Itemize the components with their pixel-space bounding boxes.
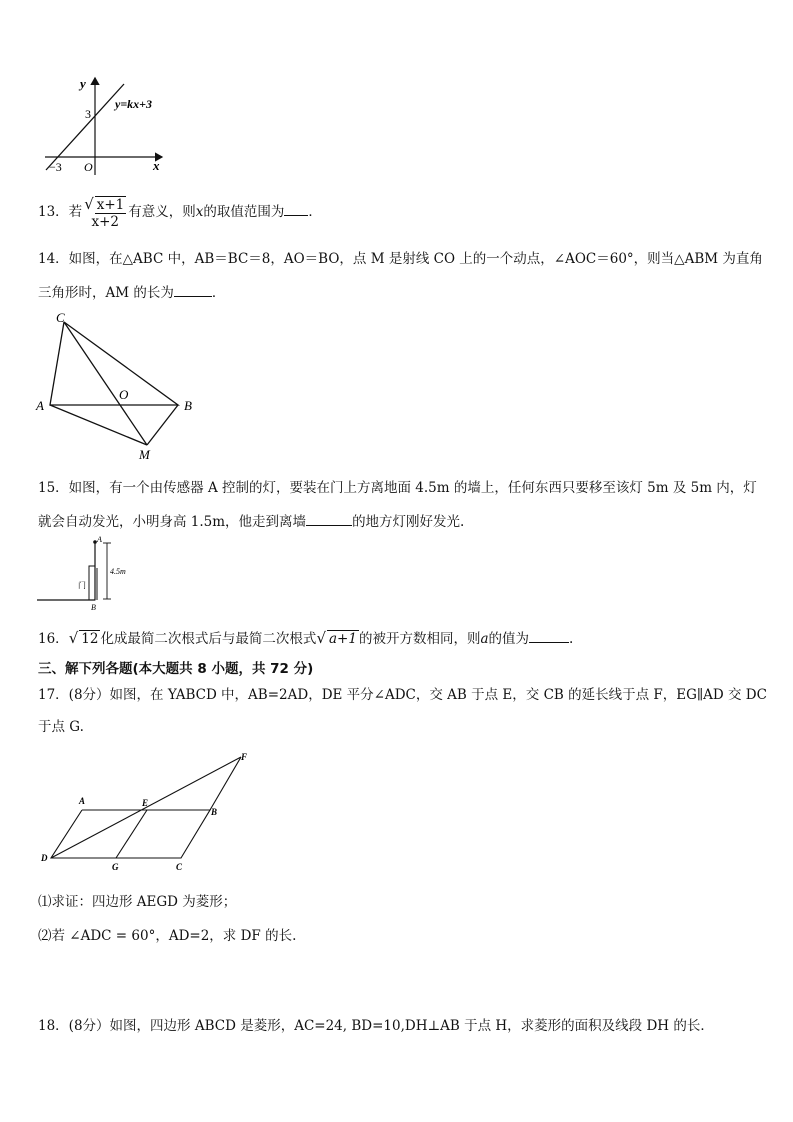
- label-c: C: [56, 310, 65, 325]
- label-c: C: [176, 862, 183, 872]
- question-16: 16．√ 12 化成最简二次根式后与最简二次根式√ a+1 的被开方数相同，则a的值为 .: [38, 629, 574, 647]
- label-b: B: [211, 807, 218, 817]
- label-f: F: [241, 752, 248, 762]
- x-intercept-label: −3: [49, 160, 62, 174]
- label-a: A: [79, 796, 86, 806]
- y-intercept-label: 3: [85, 107, 91, 121]
- origin-label: O: [84, 160, 93, 174]
- sensor-light-figure: [35, 533, 130, 613]
- label-b: B: [91, 603, 96, 612]
- question-13: 13．若 √ x+1 x+2 有意义，则x的取值范围为 ．: [38, 195, 322, 230]
- height-label: 4.5m: [110, 567, 126, 576]
- line-equation-label: y=kx+3: [115, 97, 153, 111]
- question-17-part-1: ⑴求证：四边形 AEGD 为菱形；: [38, 894, 237, 910]
- parallelogram-figure: [35, 748, 265, 878]
- label-m: M: [139, 447, 150, 462]
- door-label: 门: [78, 581, 86, 590]
- question-17-line-1: 17．(8分）如图，在 YABCD 中，AB=2AD，DE 平分∠ADC，交 AB 于点 E，交 CB 的延长线于点 F，EG∥AD 交 DC: [38, 687, 767, 703]
- segment-eg: [116, 810, 147, 858]
- question-18: 18．(8分）如图，四边形 ABCD 是菱形，AC=24, BD=10,DH⊥AB 于点 H，求菱形的面积及线段 DH 的长．: [38, 1018, 714, 1034]
- fraction: √ x+1 x+2: [84, 195, 125, 230]
- parallelogram-abcd: [51, 810, 210, 858]
- segment-bm: [147, 405, 178, 445]
- label-o: O: [119, 387, 129, 402]
- question-17-part-2: ⑵若 ∠ADC = 60°，AD=2，求 DF 的长.: [38, 928, 297, 944]
- segment-cm: [64, 322, 147, 445]
- door: [89, 566, 95, 600]
- question-14-line-1: 14．如图，在△ABC 中，AB＝BC＝8，AO＝BO，点 M 是射线 CO 上的一个动点，∠AOC＝60°，则当△ABM 为直角: [38, 251, 763, 267]
- label-b: B: [184, 398, 192, 413]
- label-e: E: [142, 798, 149, 808]
- answer-blank[interactable]: [284, 201, 308, 216]
- label-d: D: [41, 853, 48, 863]
- question-15-line-1: 15．如图，有一个由传感器 A 控制的灯，要装在门上方离地面 4.5m 的墙上，任何东西只要移至该灯 5m 及 5m 内，灯: [38, 480, 757, 496]
- triangle-abm-figure: [30, 305, 205, 465]
- x-axis-label: x: [153, 158, 160, 173]
- section-3-heading: 三、解下列各题(本大题共 8 小题，共 72 分): [38, 661, 314, 677]
- linear-function-figure: [40, 70, 180, 180]
- question-17-line-2: 于点 G.: [38, 719, 84, 735]
- triangle-abc: [50, 322, 178, 405]
- question-14-line-2: 三角形时，AM 的长为 ．: [38, 282, 225, 302]
- y-axis-label: y: [80, 76, 86, 91]
- label-a: A: [97, 535, 102, 544]
- label-g: G: [112, 862, 119, 872]
- segment-am: [50, 405, 147, 445]
- label-a: A: [36, 398, 44, 413]
- answer-blank[interactable]: [174, 282, 212, 297]
- question-15-line-2: 就会自动发光，小明身高 1.5m，他走到离墙 的地方灯刚好发光.: [38, 511, 464, 531]
- answer-blank[interactable]: [529, 628, 569, 643]
- answer-blank[interactable]: [306, 511, 352, 526]
